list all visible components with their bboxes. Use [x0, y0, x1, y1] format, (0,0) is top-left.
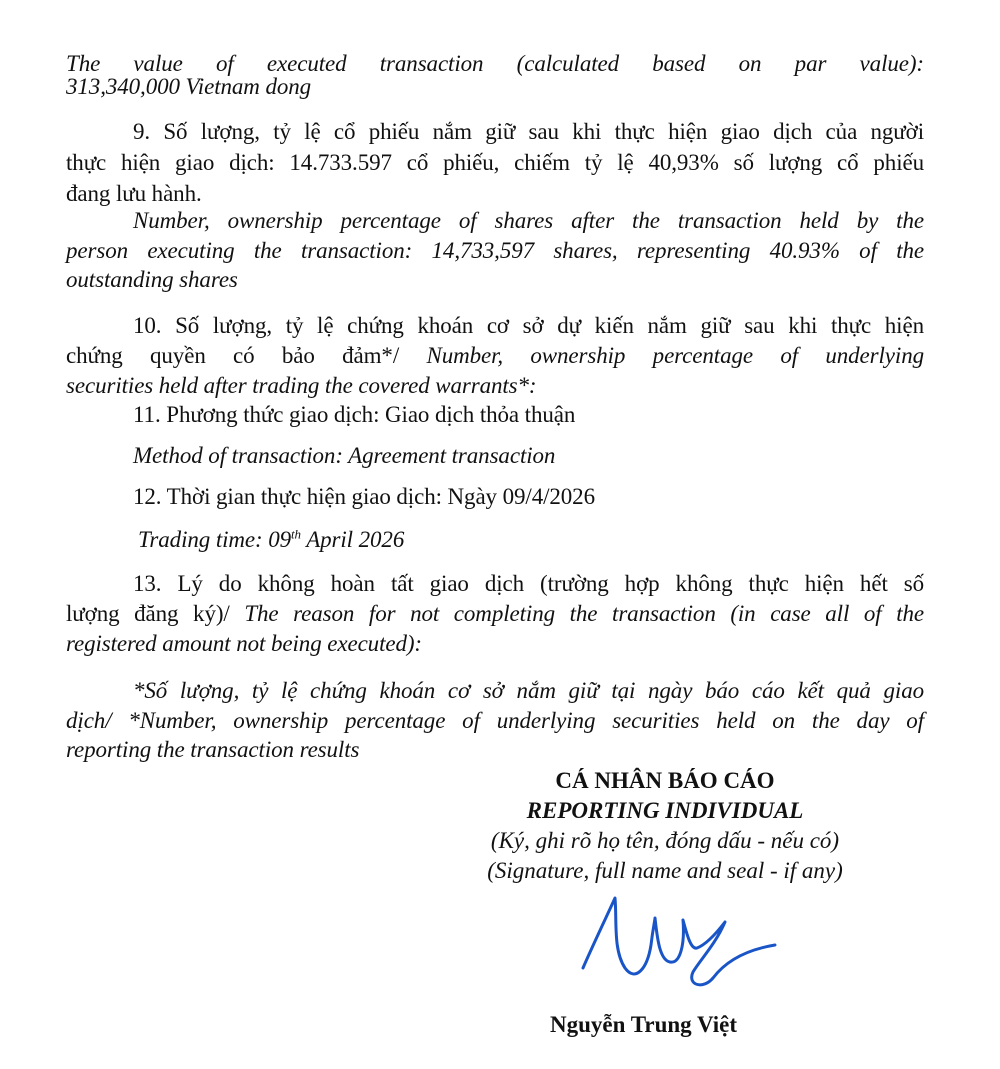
item10-line-2 [66, 340, 924, 372]
item12-en-prefix: Trading time: 09 [138, 527, 292, 552]
item10-line-1: 10. Số lượng, tỷ lệ chứng khoán cơ sở dự kiến nắm giữ sau khi thực hiện [133, 313, 924, 338]
signature-title-en: REPORTING INDIVIDUAL [526, 798, 804, 823]
item13-line-2-en: The reason for not completing the transaction (in case all of the [244, 601, 924, 626]
item13-line-1: 13. Lý do không hoàn tất giao dịch (trường hợp không thực hiện hết số [133, 571, 924, 596]
signature-instruction-vi: (Ký, ghi rõ họ tên, đóng dấu - nếu có) [490, 828, 840, 853]
item9-vi-line-1: 9. Số lượng, tỷ lệ cổ phiếu nắm giữ sau khi thực hiện giao dịch của người [133, 119, 924, 144]
item11-vi: 11. Phương thức giao dịch: Giao dịch thỏa thuận [133, 402, 576, 427]
signature-instruction-en: (Signature, full name and seal - if any) [487, 858, 843, 883]
item10-line-3: securities held after trading the covered warrants*: [66, 373, 537, 398]
item12-en-suffix: April 2026 [300, 527, 405, 552]
item13-line-3: registered amount not being executed): [66, 631, 422, 656]
item9-en-line-3: outstanding shares [66, 267, 238, 292]
signature-title-vi: CÁ NHÂN BÁO CÁO [555, 768, 775, 793]
item9-vi-line-3: đang lưu hành. [66, 181, 202, 206]
transaction-value-en-line-2: 313,340,000 Vietnam dong [66, 74, 312, 99]
item12-vi: 12. Thời gian thực hiện giao dịch: Ngày 09/4/2026 [133, 484, 595, 509]
item9-en-line-1: Number, ownership percentage of shares after the transaction held by the [133, 208, 924, 233]
signer-name: Nguyễn Trung Việt [550, 1012, 738, 1037]
item10-line-2-en: Number, ownership percentage of underlying [426, 343, 924, 368]
item13-line-2-vi: lượng đăng ký)/ [66, 601, 245, 626]
footnote-line-2: dịch/ *Number, ownership percentage of underlying securities held on the day of [66, 708, 924, 733]
footnote-line-3: reporting the transaction results [66, 737, 360, 762]
signature-stroke [583, 898, 775, 985]
item13-line-2 [66, 598, 924, 630]
item12-en-ordinal: th [291, 526, 301, 542]
item9-en-line-2: person executing the transaction: 14,733,597 shares, representing 40.93% of the [66, 238, 924, 263]
footnote-line-1: *Số lượng, tỷ lệ chứng khoán cơ sở nắm giữ tại ngày báo cáo kết quả giao [133, 678, 924, 703]
item12-en [138, 524, 404, 556]
item11-en: Method of transaction: Agreement transaction [133, 443, 556, 468]
signature-block [420, 766, 910, 886]
item10-line-2-vi: chứng quyền có bảo đảm*/ [66, 343, 427, 368]
handwritten-signature [575, 890, 795, 990]
transaction-value-en-line-1: The value of executed transaction (calculated based on par value): [66, 51, 924, 76]
item9-vi-line-2: thực hiện giao dịch: 14.733.597 cổ phiếu, chiếm tỷ lệ 40,93% số lượng cổ phiếu [66, 150, 924, 175]
